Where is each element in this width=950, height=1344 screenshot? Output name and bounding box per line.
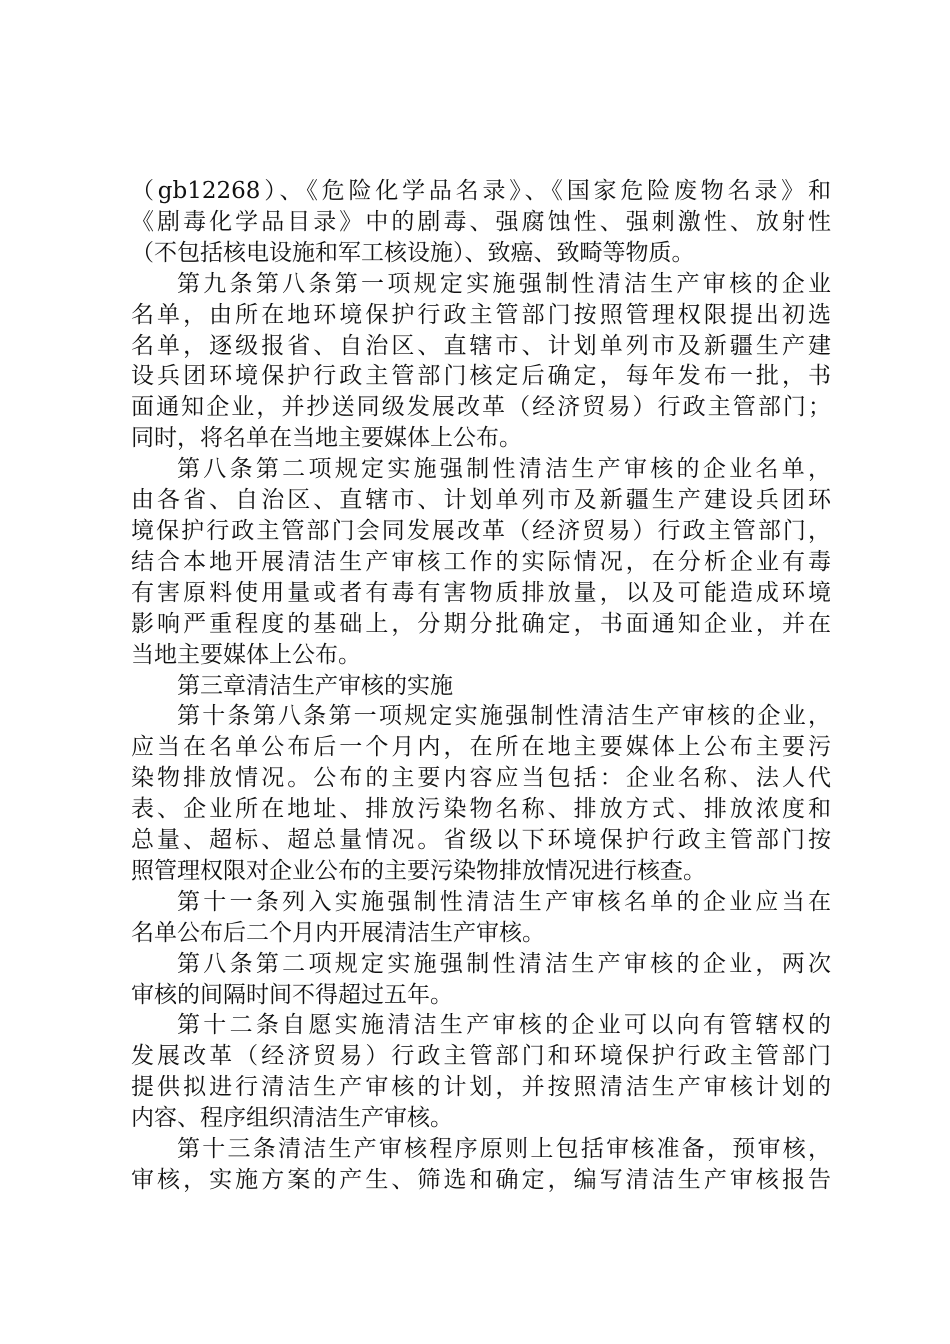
text-line: 提供拟进行清洁生产审核的计划，并按照清洁生产审核计划的 <box>131 1074 831 1101</box>
text-line: 发展改革（经济贸易）行政主管部门和环境保护行政主管部门 <box>131 1043 831 1070</box>
text-line: （不包括核电设施和军工核设施）、致癌、致畸等物质。 <box>131 239 695 266</box>
text-line: 照管理权限对企业公布的主要污染物排放情况进行核查。 <box>131 857 706 884</box>
text-line: 由各省、自治区、直辖市、计划单列市及新疆生产建设兵团环 <box>131 487 831 514</box>
text-line: 审核的间隔时间不得超过五年。 <box>131 981 453 1008</box>
text-line: 面通知企业，并抄送同级发展改革（经济贸易）行政主管部门； <box>131 394 831 421</box>
text-line: 第十一条列入实施强制性清洁生产审核名单的企业应当在 <box>177 888 831 915</box>
paragraph <box>131 701 831 886</box>
paragraph <box>131 176 831 269</box>
text-line: 第三章清洁生产审核的实施 <box>177 672 453 699</box>
text-line: 第十三条清洁生产审核程序原则上包括审核准备，预审核， <box>177 1136 831 1163</box>
text-line: 名单公布后二个月内开展清洁生产审核。 <box>131 919 545 946</box>
text-line: 第九条第八条第一项规定实施强制性清洁生产审核的企业 <box>177 270 831 297</box>
paragraph <box>131 269 831 454</box>
paragraph <box>131 1134 831 1196</box>
text-line: 表、企业所在地址、排放污染物名称、排放方式、排放浓度和 <box>131 796 831 823</box>
paragraph <box>131 949 831 1011</box>
paragraph <box>131 671 831 702</box>
text-line: 第十二条自愿实施清洁生产审核的企业可以向有管辖权的 <box>177 1012 831 1039</box>
text-line: 总量、超标、超总量情况。省级以下环境保护行政主管部门按 <box>131 827 831 854</box>
text-line: 染物排放情况。公布的主要内容应当包括：企业名称、法人代 <box>131 765 831 792</box>
text-line: 境保护行政主管部门会同发展改革（经济贸易）行政主管部门， <box>131 517 831 544</box>
paragraph <box>131 1010 831 1134</box>
text-line: 有害原料使用量或者有毒有害物质排放量，以及可能造成环境 <box>131 579 831 606</box>
text-line: 名单，逐级报省、自治区、直辖市、计划单列市及新疆生产建 <box>131 332 831 359</box>
text-line: 《剧毒化学品目录》中的剧毒、强腐蚀性、强刺激性、放射性 <box>131 208 831 235</box>
paragraph <box>131 454 831 670</box>
text-line: 应当在名单公布后一个月内，在所在地主要媒体上公布主要污 <box>131 734 831 761</box>
paragraph <box>131 887 831 949</box>
text-line: 同时，将名单在当地主要媒体上公布。 <box>131 425 522 452</box>
text-line: 第十条第八条第一项规定实施强制性清洁生产审核的企业， <box>177 703 831 730</box>
text-line: 设兵团环境保护行政主管部门核定后确定，每年发布一批，书 <box>131 363 831 390</box>
text-line: 结合本地开展清洁生产审核工作的实际情况，在分析企业有毒 <box>131 548 831 575</box>
text-line: （gb12268）、《危险化学品名录》、《国家危险废物名录》和 <box>131 178 831 204</box>
text-line: 影响严重程度的基础上，分期分批确定，书面通知企业，并在 <box>131 610 831 637</box>
text-line: 第八条第二项规定实施强制性清洁生产审核的企业名单， <box>177 456 831 483</box>
text-line: 名单，由所在地环境保护行政主管部门按照管理权限提出初选 <box>131 301 831 328</box>
document-body <box>131 176 831 1196</box>
text-line: 审核，实施方案的产生、筛选和确定，编写清洁生产审核报告 <box>131 1167 831 1193</box>
text-line: 内容、程序组织清洁生产审核。 <box>131 1105 453 1132</box>
text-line: 第八条第二项规定实施强制性清洁生产审核的企业，两次 <box>177 950 831 977</box>
text-line: 当地主要媒体上公布。 <box>131 641 361 668</box>
